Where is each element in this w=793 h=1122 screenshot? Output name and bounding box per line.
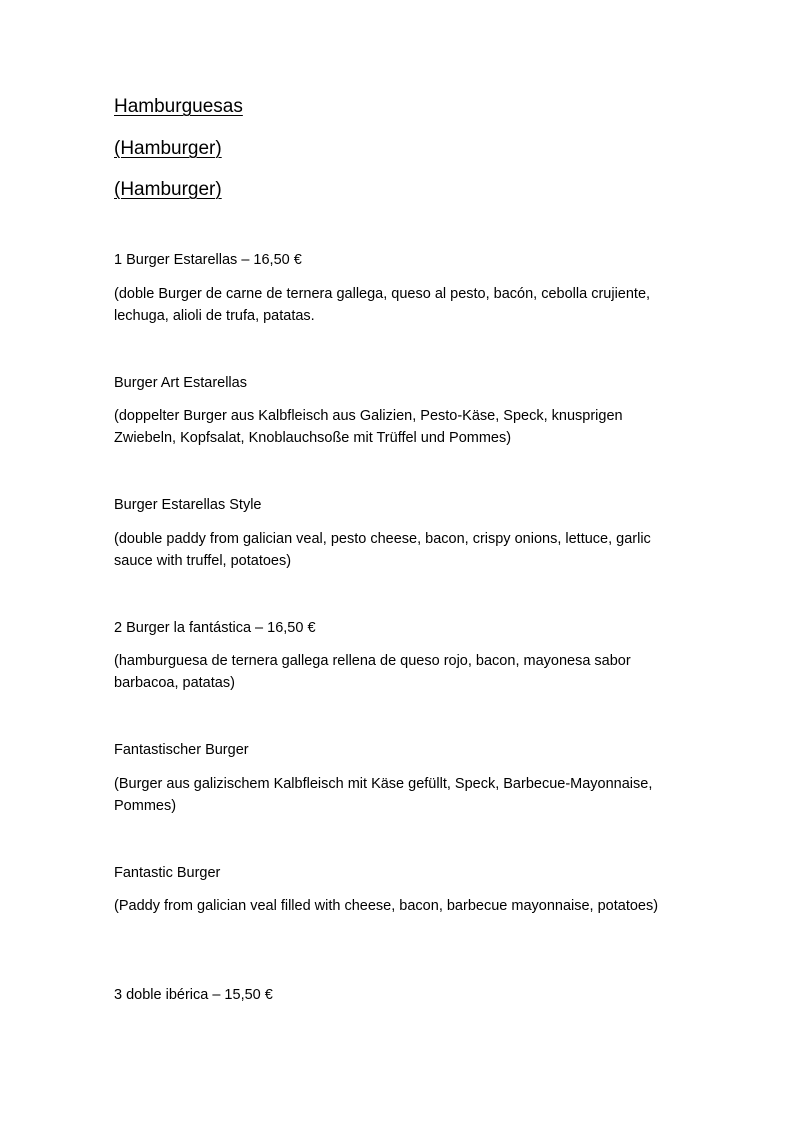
section-heading-translation: (Hamburger)	[114, 179, 222, 200]
menu-item-title: Burger Art Estarellas	[114, 375, 247, 391]
menu-item-title: Fantastischer Burger	[114, 742, 249, 758]
menu-item-description: (double paddy from galician veal, pesto cheese, bacon, crispy onions, lettuce, garlic sauce with truffel, potatoes)	[114, 531, 651, 569]
menu-item-title: 3 doble ibérica – 15,50 €	[114, 987, 273, 1003]
menu-item-description: (doble Burger de carne de ternera gallega, queso al pesto, bacón, cebolla crujiente, lechuga, alioli de trufa, patatas.	[114, 286, 651, 324]
menu-item-description: (hamburguesa de ternera gallega rellena de queso rojo, bacon, mayonesa sabor barbacoa, patatas)	[114, 653, 631, 691]
section-heading: Hamburguesas	[114, 96, 243, 117]
menu-item-title: 1 Burger Estarellas – 16,50 €	[114, 252, 302, 268]
menu-item-title: Fantastic Burger	[114, 865, 221, 881]
menu-item-title: Burger Estarellas Style	[114, 497, 262, 513]
menu-item-description: (Burger aus galizischem Kalbfleisch mit Käse gefüllt, Speck, Barbecue-Mayonnaise, Pommes)	[114, 776, 653, 814]
menu-item-description: (Paddy from galician veal filled with cheese, bacon, barbecue mayonnaise, potatoes)	[114, 898, 659, 914]
menu-item-description: (doppelter Burger aus Kalbfleisch aus Galizien, Pesto-Käse, Speck, knusprigen Zwiebeln, Kopfsalat, Knoblauchsoße mit Trüffel und Pommes)	[114, 408, 623, 446]
section-heading-translation: (Hamburger)	[114, 138, 222, 159]
menu-item-title: 2 Burger la fantástica – 16,50 €	[114, 620, 316, 636]
